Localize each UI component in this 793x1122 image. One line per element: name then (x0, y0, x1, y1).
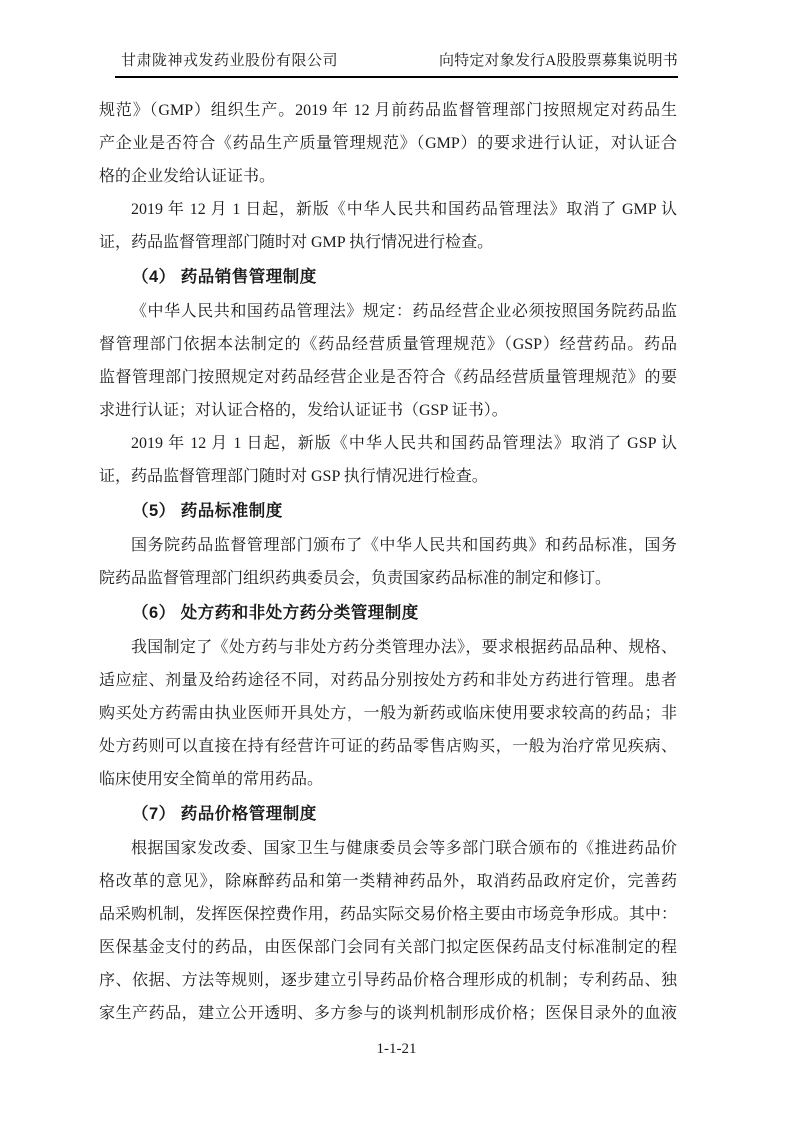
paragraph-line: 适应症、剂量及给药途径不同，对药品分别按处方药和非处方药进行管理。患者 (99, 672, 677, 689)
paragraph-line: 求进行认证；对认证合格的，发给认证证书（GSP 证书）。 (99, 402, 508, 419)
paragraph-line: 规范》（GMP）组织生产。2019 年 12 月前药品监督管理部门按照规定对药品生 (99, 102, 677, 119)
paragraph-line: 根据国家发改委、国家卫生与健康委员会等多部门联合颁布的《推进药品价 (131, 840, 677, 857)
paragraph-line: 购买处方药需由执业医师开具处方，一般为新药或临床使用要求较高的药品；非 (99, 705, 677, 722)
page-number: 1-1-21 (376, 1041, 417, 1057)
paragraph-line: 格改革的意见》，除麻醉药品和第一类精神药品外，取消药品政府定价，完善药 (99, 873, 677, 890)
page-header (115, 52, 678, 78)
paragraph-line: 证，药品监督管理部门随时对 GSP 执行情况进行检查。 (99, 468, 488, 485)
paragraph-line: 产企业是否符合《药品生产质量管理规范》（GMP）的要求进行认证，对认证合 (99, 135, 677, 152)
paragraph-line: 家生产药品，建立公开透明、多方参与的谈判机制形成价格；医保目录外的血液 (99, 1005, 677, 1022)
header-company-name: 甘肃陇神戎发药业股份有限公司 (121, 53, 339, 69)
document-body (99, 94, 677, 1030)
section-heading: （6） 处方药和非处方药分类管理制度 (132, 604, 419, 622)
page-footer (0, 1040, 793, 1058)
paragraph-line: 处方药则可以直接在持有经营许可证的药品零售店购买，一般为治疗常见疾病、 (99, 738, 677, 755)
paragraph-line: 监督管理部门按照规定对药品经营企业是否符合《药品经营质量管理规范》的要 (99, 369, 677, 386)
section-heading: （7） 药品价格管理制度 (132, 805, 317, 823)
paragraph (99, 631, 677, 796)
paragraph (99, 193, 677, 259)
section-heading: （5） 药品标准制度 (132, 502, 283, 520)
paragraph (99, 94, 677, 193)
paragraph-line: 我国制定了《处方药与非处方药分类管理办法》，要求根据药品品种、规格、 (131, 639, 677, 656)
paragraph-line: 《中华人民共和国药品管理法》规定：药品经营企业必须按照国务院药品监 (131, 303, 677, 320)
section-heading: （4） 药品销售管理制度 (132, 268, 317, 286)
paragraph-line: 格的企业发给认证证书。 (99, 168, 276, 185)
paragraph-line: 临床使用安全简单的常用药品。 (99, 771, 324, 788)
paragraph (99, 832, 677, 1030)
paragraph-line: 2019 年 12 月 1 日起，新版《中华人民共和国药品管理法》取消了 GSP 认 (131, 435, 677, 452)
paragraph-line: 督管理部门依据本法制定的《药品经营质量管理规范》（GSP）经营药品。药品 (99, 336, 677, 353)
paragraph-line: 院药品监督管理部门组织药典委员会，负责国家药品标准的制定和修订。 (99, 570, 612, 587)
paragraph-line: 序、依据、方法等规则，逐步建立引导药品价格合理形成的机制；专利药品、独 (99, 972, 677, 989)
paragraph (99, 427, 677, 493)
paragraph-line: 医保基金支付的药品，由医保部门会同有关部门拟定医保药品支付标准制定的程 (99, 939, 677, 956)
paragraph (99, 295, 677, 427)
header-doc-title: 向特定对象发行A股股票募集说明书 (438, 53, 678, 69)
paragraph-line: 品采购机制，发挥医保控费作用，药品实际交易价格主要由市场竞争形成。其中： (99, 906, 677, 923)
paragraph-line: 国务院药品监督管理部门颁布了《中华人民共和国药典》和药品标准，国务 (131, 537, 677, 554)
paragraph (99, 529, 677, 595)
paragraph-line: 2019 年 12 月 1 日起，新版《中华人民共和国药品管理法》取消了 GMP 认 (131, 201, 677, 218)
paragraph-line: 证，药品监督管理部门随时对 GMP 执行情况进行检查。 (99, 234, 494, 251)
